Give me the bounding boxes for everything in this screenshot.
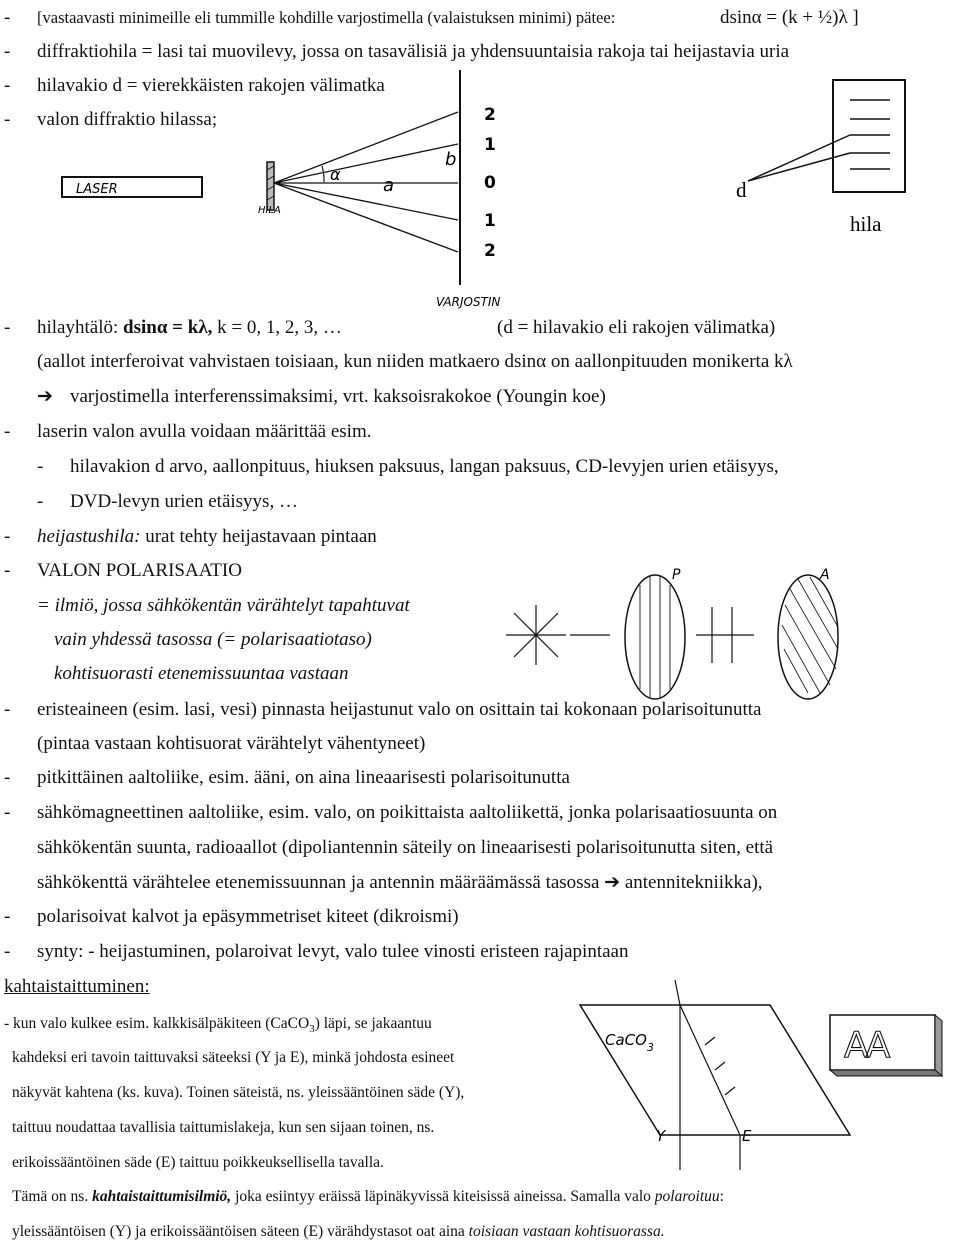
dash: -	[4, 526, 11, 547]
dash: -	[37, 491, 44, 512]
small-text-1-sub: 3	[309, 1023, 315, 1036]
minima-formula: dsinα = (k + ½)λ ]	[720, 7, 859, 28]
reflection-note-text: (pintaa vastaan kohtisuorat värähtelyt vähentyneet)	[37, 733, 426, 754]
screen-max-text: varjostimella interferenssimaksimi, vrt. kaksoisrakokoe (Youngin koe)	[70, 386, 606, 407]
longitudinal-text: pitkittäinen aaltoliike, esim. ääni, on aina lineaarisesti polarisoitunutta	[37, 767, 570, 788]
e-ray-label: E	[742, 1127, 752, 1145]
reflection-grating-term: heijastushila:	[37, 526, 141, 547]
em-wave-text-3b: antennitekniikka),	[624, 872, 763, 893]
birefringence-heading: kahtaistaittuminen:	[4, 976, 150, 997]
dash: -	[4, 560, 11, 581]
small-text-3: näkyvät kahtena (ks. kuva). Toinen säteistä, ns. yleissääntöinen säde (Y),	[12, 1084, 465, 1101]
polarization-definition-3: kohtisuorasti etenemissuuntaa vastaan	[54, 663, 349, 684]
order-label: 0	[484, 173, 496, 193]
em-wave-text-1: sähkömagneettinen aaltoliike, esim. valo, on poikittaista aaltoliikettä, jonka polarisaatiosuunta on	[37, 802, 778, 823]
dash: -	[4, 41, 11, 62]
unpolarized-light-icon	[506, 605, 566, 665]
arrow-icon: ➔	[604, 872, 621, 893]
screen-label: VARJOSTIN	[436, 295, 501, 309]
small-text-6b: kahtaistaittumisilmiö,	[92, 1188, 232, 1205]
equation-formula: dsinα = kλ,	[123, 317, 213, 338]
hila-label: hila	[850, 212, 882, 236]
polarizer-p	[625, 575, 685, 699]
order-label: 2	[484, 105, 496, 125]
small-text-1a: - kun valo kulkee esim. kalkkisälpäkiteen (CaCO	[4, 1015, 310, 1032]
grating-detail-figure	[730, 75, 930, 245]
small-text-6c: joka esiintyy eräissä läpinäkyvissä kiteisissä aineissa. Samalla valo	[235, 1188, 651, 1205]
polarization-definition-1: = ilmiö, jossa sähkökentän värähtelyt tapahtuvat	[37, 595, 410, 616]
reflection-polarization-text: eristeaineen (esim. lasi, vesi) pinnasta heijastunut valo on osittain tai kokonaan polarisoitunutta	[37, 699, 762, 720]
alpha-label: α	[330, 165, 341, 184]
d-label: d	[736, 178, 747, 202]
origin-text: synty: - heijastuminen, polaroivat levyt, valo tulee vinosti eristeen rajapintaan	[37, 941, 629, 962]
small-text-6e: :	[719, 1188, 724, 1205]
grating-definition: diffraktiohila = lasi tai muovilevy, jossa on tasavälisiä ja yhdensuuntaisia rakoja tai heijastavia uria	[37, 41, 790, 62]
polarization-figure	[500, 565, 880, 705]
dash: -	[4, 767, 11, 788]
small-text-7a: yleissääntöisen (Y) ja erikoissääntöisen säteen (E) värähdystasot oat aina	[12, 1223, 465, 1240]
em-wave-text-3	[37, 871, 763, 895]
dash: -	[4, 802, 11, 823]
diffraction-rays	[274, 112, 458, 252]
dash: -	[4, 7, 11, 28]
equation-label: hilayhtälö:	[37, 317, 119, 338]
order-label: 1	[484, 135, 496, 155]
light-rays	[675, 980, 740, 1170]
arrow-icon: ➔	[37, 386, 53, 407]
a-label: A	[820, 567, 830, 583]
dash: -	[4, 317, 11, 338]
grating-equation	[37, 316, 342, 340]
double-image-text: AA	[844, 1025, 887, 1066]
small-text-5: erikoissääntöinen säde (E) taittuu poikkeuksellisella tavalla.	[12, 1154, 384, 1171]
distance-b-label: b	[445, 149, 457, 170]
minima-text: [vastaavasti minimeille eli tummille kohdille varjostimella (valaistuksen minimi) pätee:	[37, 8, 616, 27]
diffraction-heading: valon diffraktio hilassa;	[37, 109, 218, 130]
uses-text-2: DVD-levyn urien etäisyys, …	[70, 491, 298, 512]
dash: -	[37, 456, 44, 477]
dash: -	[4, 75, 11, 96]
small-text-6a: Tämä on ns.	[12, 1188, 89, 1205]
order-labels	[484, 105, 496, 261]
uses-text-1: hilavakion d arvo, aallonpituus, hiuksen paksuus, langan paksuus, CD-levyjen urien etäisyys,	[70, 456, 779, 477]
dash: -	[4, 906, 11, 927]
small-text-6d: polaroituu	[654, 1188, 720, 1205]
small-text-4: taittuu noudattaa tavallisia taittumislakeja, kun sen sijaan toinen, ns.	[12, 1119, 435, 1136]
polarization-definition-2: vain yhdessä tasossa (= polarisaatiotaso)	[54, 629, 372, 650]
polarizing-films-text: polarisoivat kalvot ja epäsymmetriset kiteet (dikroismi)	[37, 906, 459, 927]
polarization-heading: VALON POLARISAATIO	[37, 560, 242, 581]
small-text-1b: ) läpi, se jakaantuu	[314, 1015, 432, 1032]
calcite-label: CaCO$_3$	[605, 1031, 654, 1054]
em-wave-text-2: sähkökentän suunta, radioaallot (dipoliantennin säteily on lineaarisesti polarisoitunutta siten, että	[37, 837, 774, 858]
equation-orders: k = 0, 1, 2, 3, …	[217, 317, 342, 338]
order-label: 1	[484, 211, 496, 231]
interference-text: (aallot interferoivat vahvistaen toisiaan, kun niiden matkaero dsinα on aallonpituuden monikerta kλ	[37, 351, 793, 372]
diffraction-figure	[50, 70, 550, 310]
reflection-grating-desc: urat tehty heijastavaan pintaan	[145, 526, 377, 547]
reflection-grating	[37, 525, 377, 549]
p-label: P	[672, 567, 681, 583]
y-ray-label: Y	[656, 1127, 666, 1145]
grating-box	[833, 80, 905, 192]
dash: -	[4, 421, 11, 442]
grating-constant-text: hilavakio d = vierekkäisten rakojen välimatka	[37, 75, 385, 96]
dash: -	[4, 699, 11, 720]
laser-use-text: laserin valon avulla voidaan määrittää esim.	[37, 421, 372, 442]
small-text-2: kahdeksi eri tavoin taittuvaksi säteeksi (Y ja E), minkä johdosta esineet	[12, 1049, 455, 1066]
order-label: 2	[484, 241, 496, 261]
calcite-figure	[580, 975, 950, 1175]
grating-label: HILA	[258, 205, 281, 216]
small-text-7b: toisiaan vastaan kohtisuorassa.	[468, 1223, 665, 1240]
dash: -	[4, 109, 11, 130]
polarizer-a	[778, 575, 838, 699]
dash: -	[4, 941, 11, 962]
em-wave-text-3a: sähkökenttä värähtelee etenemissuunnan ja antennin määräämässä tasossa	[37, 872, 600, 893]
laser-label: LASER	[76, 182, 118, 197]
distance-a-label: a	[383, 175, 395, 196]
equation-note: (d = hilavakio eli rakojen välimatka)	[497, 317, 776, 338]
